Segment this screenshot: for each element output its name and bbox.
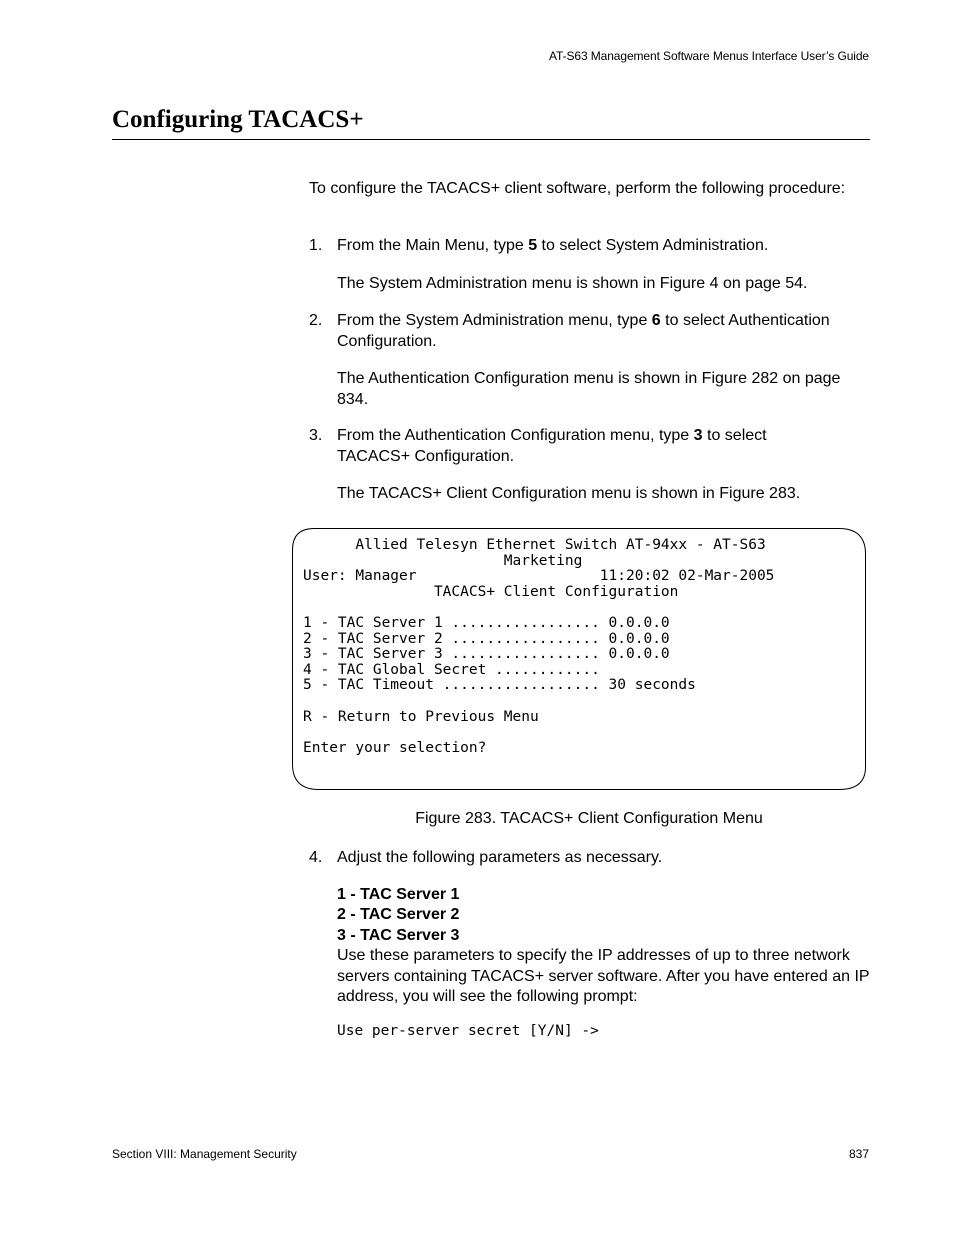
terminal-line: TACACS+ Client Configuration: [303, 583, 679, 600]
terminal-line: [303, 600, 774, 616]
step-text: From the Authentication Configuration menu, type 3 to select TACACS+ Configuration.: [337, 427, 767, 465]
title-rule: [112, 139, 870, 140]
terminal-line: R - Return to Previous Menu: [303, 708, 539, 725]
menu-key: 5: [528, 237, 538, 254]
footer-section: Section VIII: Management Security: [112, 1147, 297, 1161]
step-number: 2.: [309, 312, 323, 329]
step-text: From the Main Menu, type 5 to select System Administration.: [337, 237, 769, 254]
section-title: Configuring TACACS+: [112, 106, 364, 133]
terminal-line: Allied Telesyn Ethernet Switch AT-94xx - AT-S63: [303, 537, 766, 553]
running-header: AT-S63 Management Software Menus Interface User’s Guide: [549, 49, 869, 63]
terminal-line: [303, 694, 774, 710]
terminal-line: Marketing: [303, 552, 583, 569]
step-number: 3.: [309, 427, 323, 444]
terminal-line: [303, 725, 774, 741]
terminal-line: 2 - TAC Server 2 ................. 0.0.0.0: [303, 630, 670, 647]
step-text: From the System Administration menu, type 6 to select Authentication Configuration.: [337, 312, 830, 350]
step-note: The System Administration menu is shown in Figure 4 on page 54.: [337, 275, 808, 292]
terminal-line: 1 - TAC Server 1 ................. 0.0.0.0: [303, 614, 670, 631]
step-text: Adjust the following parameters as necessary.: [337, 849, 663, 866]
step-note: The Authentication Configuration menu is shown in Figure 282 on page 834.: [337, 370, 841, 408]
param-heading: 1 - TAC Server 1: [337, 886, 460, 903]
menu-key: 3: [693, 427, 703, 444]
terminal-line: 5 - TAC Timeout .................. 30 seconds: [303, 677, 696, 694]
terminal-line: 3 - TAC Server 3 ................. 0.0.0.0: [303, 646, 670, 663]
page-number: 837: [848, 1147, 869, 1161]
menu-key: 6: [651, 312, 661, 329]
step-number: 4.: [309, 849, 323, 866]
step-note: The TACACS+ Client Configuration menu is shown in Figure 283.: [337, 485, 801, 502]
terminal-line: User: Manager 11:20:02 02-Mar-2005: [303, 568, 775, 585]
terminal-screen: [303, 538, 774, 756]
prompt-example: Use per-server secret [Y/N] ->: [337, 1023, 599, 1039]
param-heading: 2 - TAC Server 2: [337, 906, 460, 923]
terminal-line: 4 - TAC Global Secret ............: [303, 661, 600, 678]
param-heading: 3 - TAC Server 3: [337, 927, 460, 944]
figure-caption: Figure 283. TACACS+ Client Configuration Menu: [415, 810, 763, 827]
param-description: Use these parameters to specify the IP addresses of up to three network servers containing TACACS+ server software. After you have entered an IP address, you will see the following prompt:: [337, 947, 870, 1005]
step-number: 1.: [309, 237, 323, 254]
terminal-line: Enter your selection?: [303, 739, 487, 756]
intro-paragraph: To configure the TACACS+ client software, perform the following procedure:: [309, 180, 846, 197]
